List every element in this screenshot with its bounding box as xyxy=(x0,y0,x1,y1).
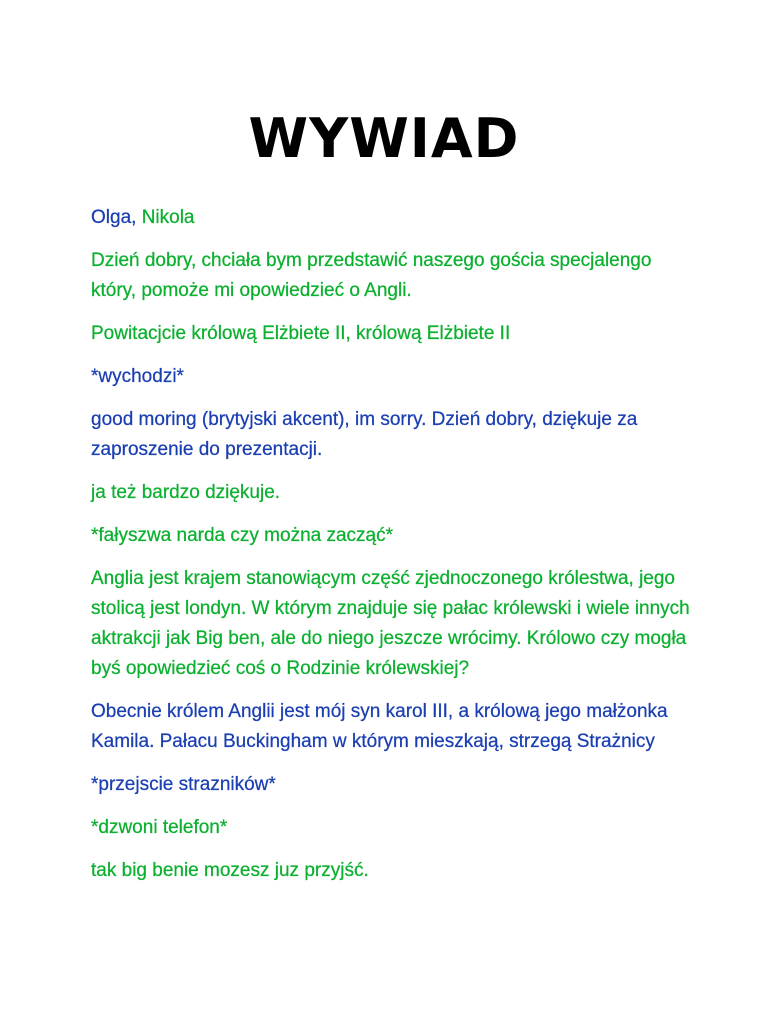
paragraph: good moring (brytyjski akcent), im sorry. Dzień dobry, dziękuje za zaproszenie do prezentacji. xyxy=(91,409,638,460)
paragraph: *przejscie strazników* xyxy=(91,774,276,795)
speaker-name-olga: Olga, xyxy=(91,207,137,228)
speaker-name-nikola: Nikola xyxy=(141,207,195,228)
paragraph: ja też bardzo dziękuje. xyxy=(91,482,281,503)
paragraph: *dzwoni telefon* xyxy=(91,817,228,838)
paragraph: Anglia jest krajem stanowiącym część zjednoczonego królestwa, jego stolicą jest londyn. W którym znajduje się pałac królewski i wiele innych aktrakcji jak Big ben, ale do niego jeszcze wrócimy. Królowo czy mogła byś opowiedzieć coś o Rodzinie królewskiej? xyxy=(91,568,690,679)
document-title: WYWIAD xyxy=(248,107,520,170)
speakers-line xyxy=(91,203,691,233)
document-body xyxy=(91,203,691,899)
paragraph: Obecnie królem Anglii jest mój syn karol III, a królową jego małżonka Kamila. Pałacu Buckingham w którym mieszkają, strzegą Strażnicy xyxy=(91,701,668,752)
paragraph: Dzień dobry, chciała bym przedstawić naszego gościa specjalengo który, pomoże mi opowiedzieć o Angli. xyxy=(91,250,652,301)
paragraph: tak big benie mozesz juz przyjść. xyxy=(91,860,369,881)
paragraph: *wychodzi* xyxy=(91,366,184,387)
paragraph: *fałyszwa narda czy można zacząć* xyxy=(91,525,394,546)
paragraph: Powitacjcie królową Elżbiete II, królową Elżbiete II xyxy=(91,323,511,344)
